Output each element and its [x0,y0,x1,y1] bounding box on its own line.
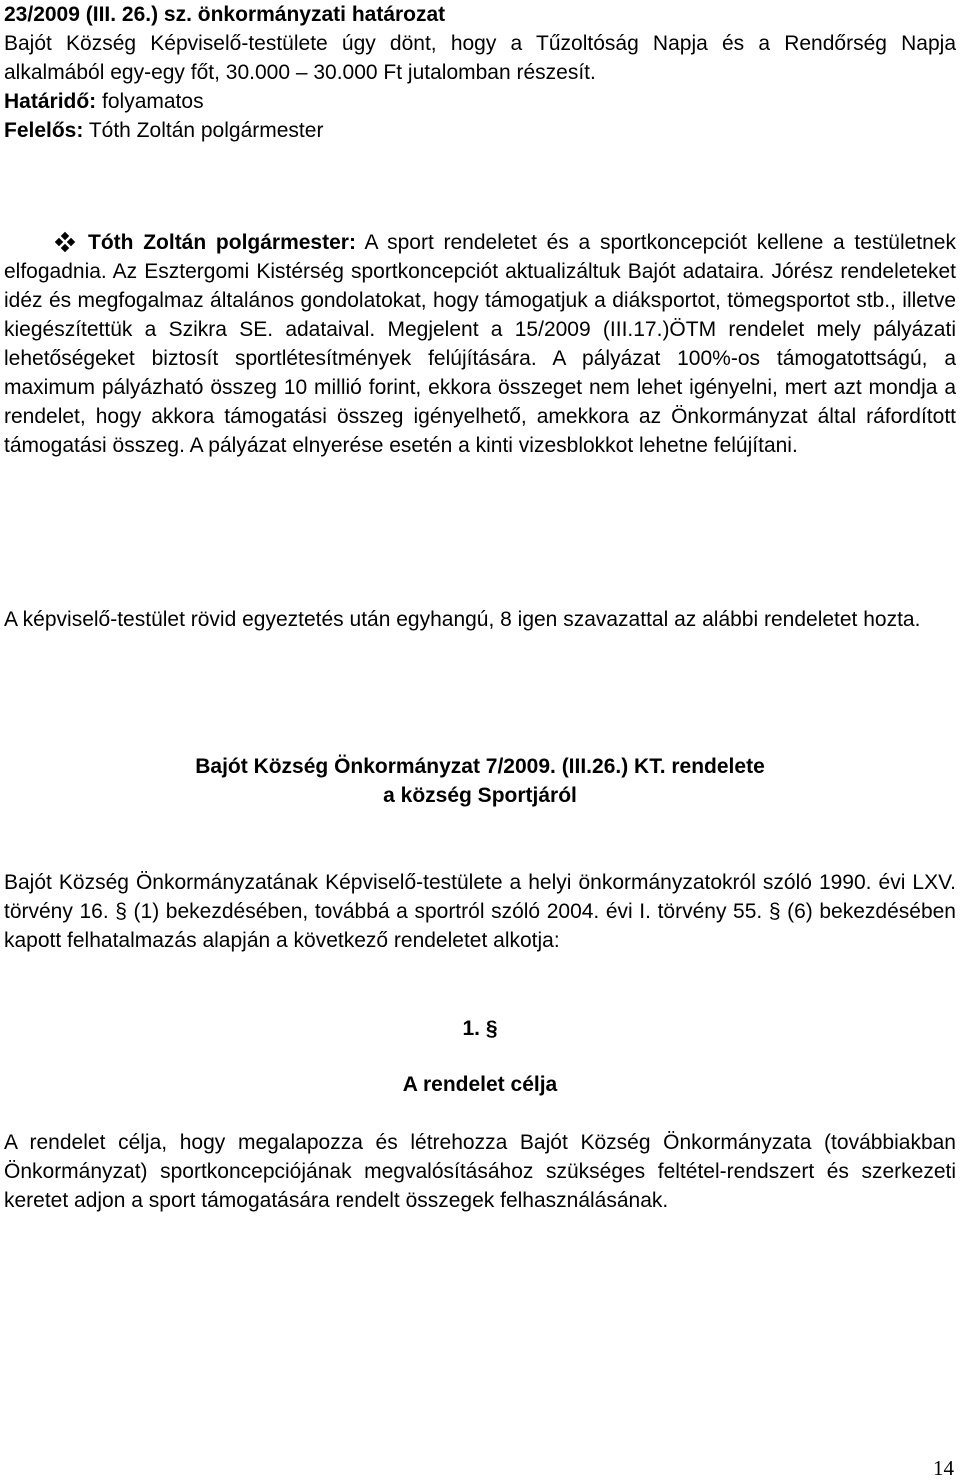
deadline-line [4,87,956,116]
resolution-body: Bajót Község Képviselő-testülete úgy dönt, hogy a Tűzoltóság Napja és a Rendőrség Napja alkalmából egy-egy főt, 30.000 – 30.000 Ft jutalomban részesít. [4,32,956,84]
decree-title-line2: a község Sportjáról [383,784,577,807]
section-paragraph: A rendelet célja, hogy megalapozza és létrehozza Bajót Község Önkormányzata (továbbiakban Önkormányzat) sportkoncepciójának megvalósításához szükséges feltétel-rendszert és szerkezeti keretet adjon a sport támogatására rendelt összegek felhasználásának. [4,1131,956,1212]
mayor-statement [4,228,956,460]
responsible-line [4,116,956,145]
deadline-label: Határidő: [4,90,97,113]
deadline-value: folyamatos [102,90,204,113]
resolution-block [4,0,956,145]
statement-text: A sport rendeletet és a sportkoncepciót kellene a testületnek elfogadnia. Az Esztergomi Kistérség sportkoncepciót aktualizáltuk Bajót adataira. Jórész rendeleteket idéz és megfogalmaz általános gondolatokat, hogy támogatjuk a diáksportot, tömegsportot stb., illetve kiegészítettük a Szikra SE. adataival. Megjelent a 15/2009 (III.17.)ÖTM rendelet mely pályázati lehetőségeket biztosít sportlétesítmények felújítására. A pályázat 100%-os támogatottságú, a maximum pályázható összeg 10 millió forint, ekkora összeget nem lehet igényelni, mert azt mondja a rendelet, hogy akkora támogatási összeg igényelhető, amekkora az Önkormányzat által ráfordított támogatási összeg. A pályázat elnyerése esetén a kinti vizesblokkot lehetne felújítani. [4,231,956,457]
speaker-name: Tóth Zoltán polgármester: [88,231,356,254]
bullet-diamond-icon [56,233,74,251]
section-title: A rendelet célja [402,1073,558,1096]
responsible-label: Felelős: [4,119,84,142]
preamble-paragraph: Bajót Község Önkormányzatának Képviselő-testülete a helyi önkormányzatokról szóló 1990. évi LXV. törvény 16. § (1) bekezdésében, továbbá a sportról szóló 2004. évi I. törvény 55. § (6) bekezdésében kapott felhatalmazás alapján a következő rendeletet alkotja: [4,871,956,952]
section-number: 1. § [462,1017,498,1040]
resolution-title: 23/2009 (III. 26.) sz. önkormányzati határozat [4,3,446,26]
vote-paragraph: A képviselő-testület rövid egyeztetés után egyhangú, 8 igen szavazattal az alábbi rendeletet hozta. [4,608,921,631]
page-number: 14 [933,1456,954,1480]
responsible-value: Tóth Zoltán polgármester [88,119,324,142]
decree-title-line1: Bajót Község Önkormányzat 7/2009. (III.26.) KT. rendelete [195,755,765,778]
decree-title [0,752,960,810]
